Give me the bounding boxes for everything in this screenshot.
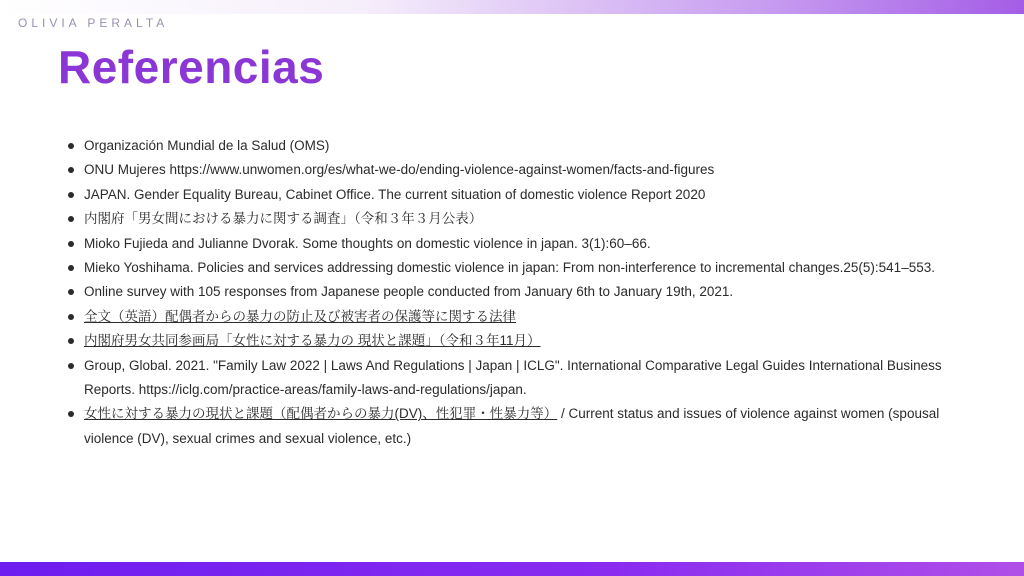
reference-item (68, 207, 948, 231)
reference-text: ONU Mujeres https://www.unwomen.org/es/what-we-do/ending-violence-against-women/facts-and-figures (84, 162, 715, 178)
reference-item (68, 158, 948, 182)
reference-item (68, 183, 948, 207)
reference-text: Organización Mundial de la Salud (OMS) (84, 138, 330, 153)
reference-text: Mioko Fujieda and Julianne Dvorak. Some thoughts on domestic violence in japan. 3(1):60–66. (84, 235, 651, 251)
reference-link[interactable]: 全文（英語）配偶者からの暴力の防止及び被害者の保護等に関する法律 (84, 308, 516, 324)
bottom-accent-bar (0, 562, 1024, 576)
top-accent-bar (0, 0, 1024, 14)
author-name: OLIVIA PERALTA (18, 16, 169, 30)
reference-text: Mieko Yoshihama. Policies and services addressing domestic violence in japan: From non-interference to incremental changes.25(5):541–553. (84, 260, 935, 276)
reference-text: 内閣府「男女間における暴力に関する調査」（令和３年３月公表） (84, 211, 483, 227)
reference-link[interactable]: 内閣府男女共同参画局「女性に対する暴力の 現状と課題」（令和３年11月） (84, 333, 541, 349)
slide-title: Referencias (58, 41, 325, 93)
reference-item (68, 402, 948, 451)
reference-text: Online survey with 105 responses from Japanese people conducted from January 6th to January 19th, 2021. (84, 284, 734, 300)
reference-item (68, 256, 948, 280)
reference-text: Group, Global. 2021. "Family Law 2022 | Laws And Regulations | Japan | ICLG". International Comparative Legal Guides International Business Reports. https://iclg.com/practice-areas/family-laws-and-regulations/japan. (84, 357, 942, 398)
reference-item (68, 134, 948, 158)
reference-text: JAPAN. Gender Equality Bureau, Cabinet Office. The current situation of domestic violence Report 2020 (84, 186, 706, 202)
reference-item (68, 329, 948, 353)
reference-item (68, 305, 948, 329)
reference-list (68, 134, 948, 451)
reference-text: / Current status and issues of violence against women (spousal violence (DV), sexual crimes and sexual violence, etc.) (84, 406, 940, 446)
reference-item (68, 280, 948, 304)
reference-item (68, 354, 948, 403)
reference-item (68, 232, 948, 256)
reference-link[interactable]: 女性に対する暴力の現状と課題（配偶者からの暴力(DV)、性犯罪・性暴力等） (84, 406, 558, 422)
